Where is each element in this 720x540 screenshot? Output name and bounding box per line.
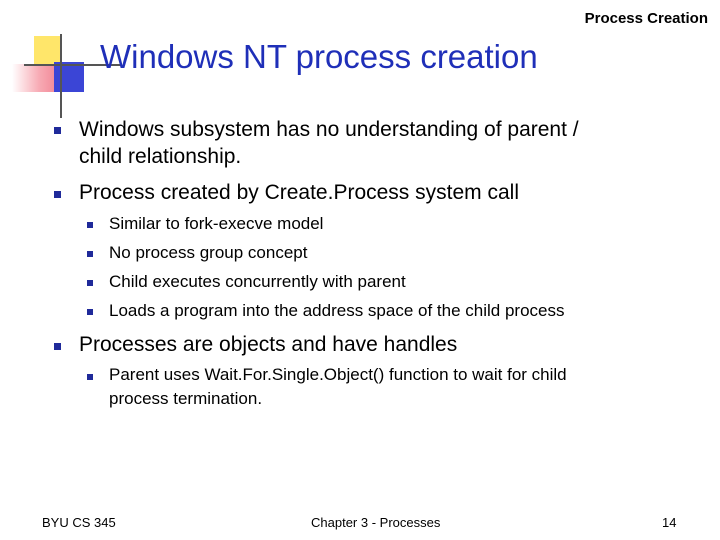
bullet-3-line-1: Processes are objects and have handles <box>79 333 458 356</box>
bullet-1-line-1: Windows subsystem has no understanding of parent / <box>79 118 579 141</box>
bullet-square-icon <box>54 127 61 134</box>
footer-course: BYU CS 345 <box>42 515 116 530</box>
slide-header: Process Creation <box>584 10 708 27</box>
bullet-square-icon <box>54 343 61 350</box>
sub-bullet-item: Loads a program into the address space of the child process <box>109 301 565 320</box>
sub-bullet-item-line-1: Parent uses Wait.For.Single.Object() function to wait for child <box>109 365 567 384</box>
bullet-square-icon <box>54 191 61 198</box>
sub-bullet-item: Child executes concurrently with parent <box>109 272 406 291</box>
sub-bullet-item: Similar to fork-execve model <box>109 214 324 233</box>
decoration-blue-square <box>54 62 84 92</box>
decoration-vertical-line <box>60 34 62 118</box>
sub-bullet-square-icon <box>87 251 93 257</box>
bullet-1-line-2: child relationship. <box>79 145 242 168</box>
sub-bullet-square-icon <box>87 222 93 228</box>
bullet-2-line-1: Process created by Create.Process system call <box>79 181 519 204</box>
sub-bullet-square-icon <box>87 280 93 286</box>
sub-bullet-square-icon <box>87 309 93 315</box>
decoration-pink-bar <box>12 64 58 92</box>
sub-bullet-item-line-2: process termination. <box>109 389 263 408</box>
footer-chapter: Chapter 3 - Processes <box>311 515 441 530</box>
sub-bullet-item: No process group concept <box>109 243 308 262</box>
sub-bullet-square-icon <box>87 374 93 380</box>
slide-title: Windows NT process creation <box>100 38 538 75</box>
page-number: 14 <box>662 515 677 530</box>
